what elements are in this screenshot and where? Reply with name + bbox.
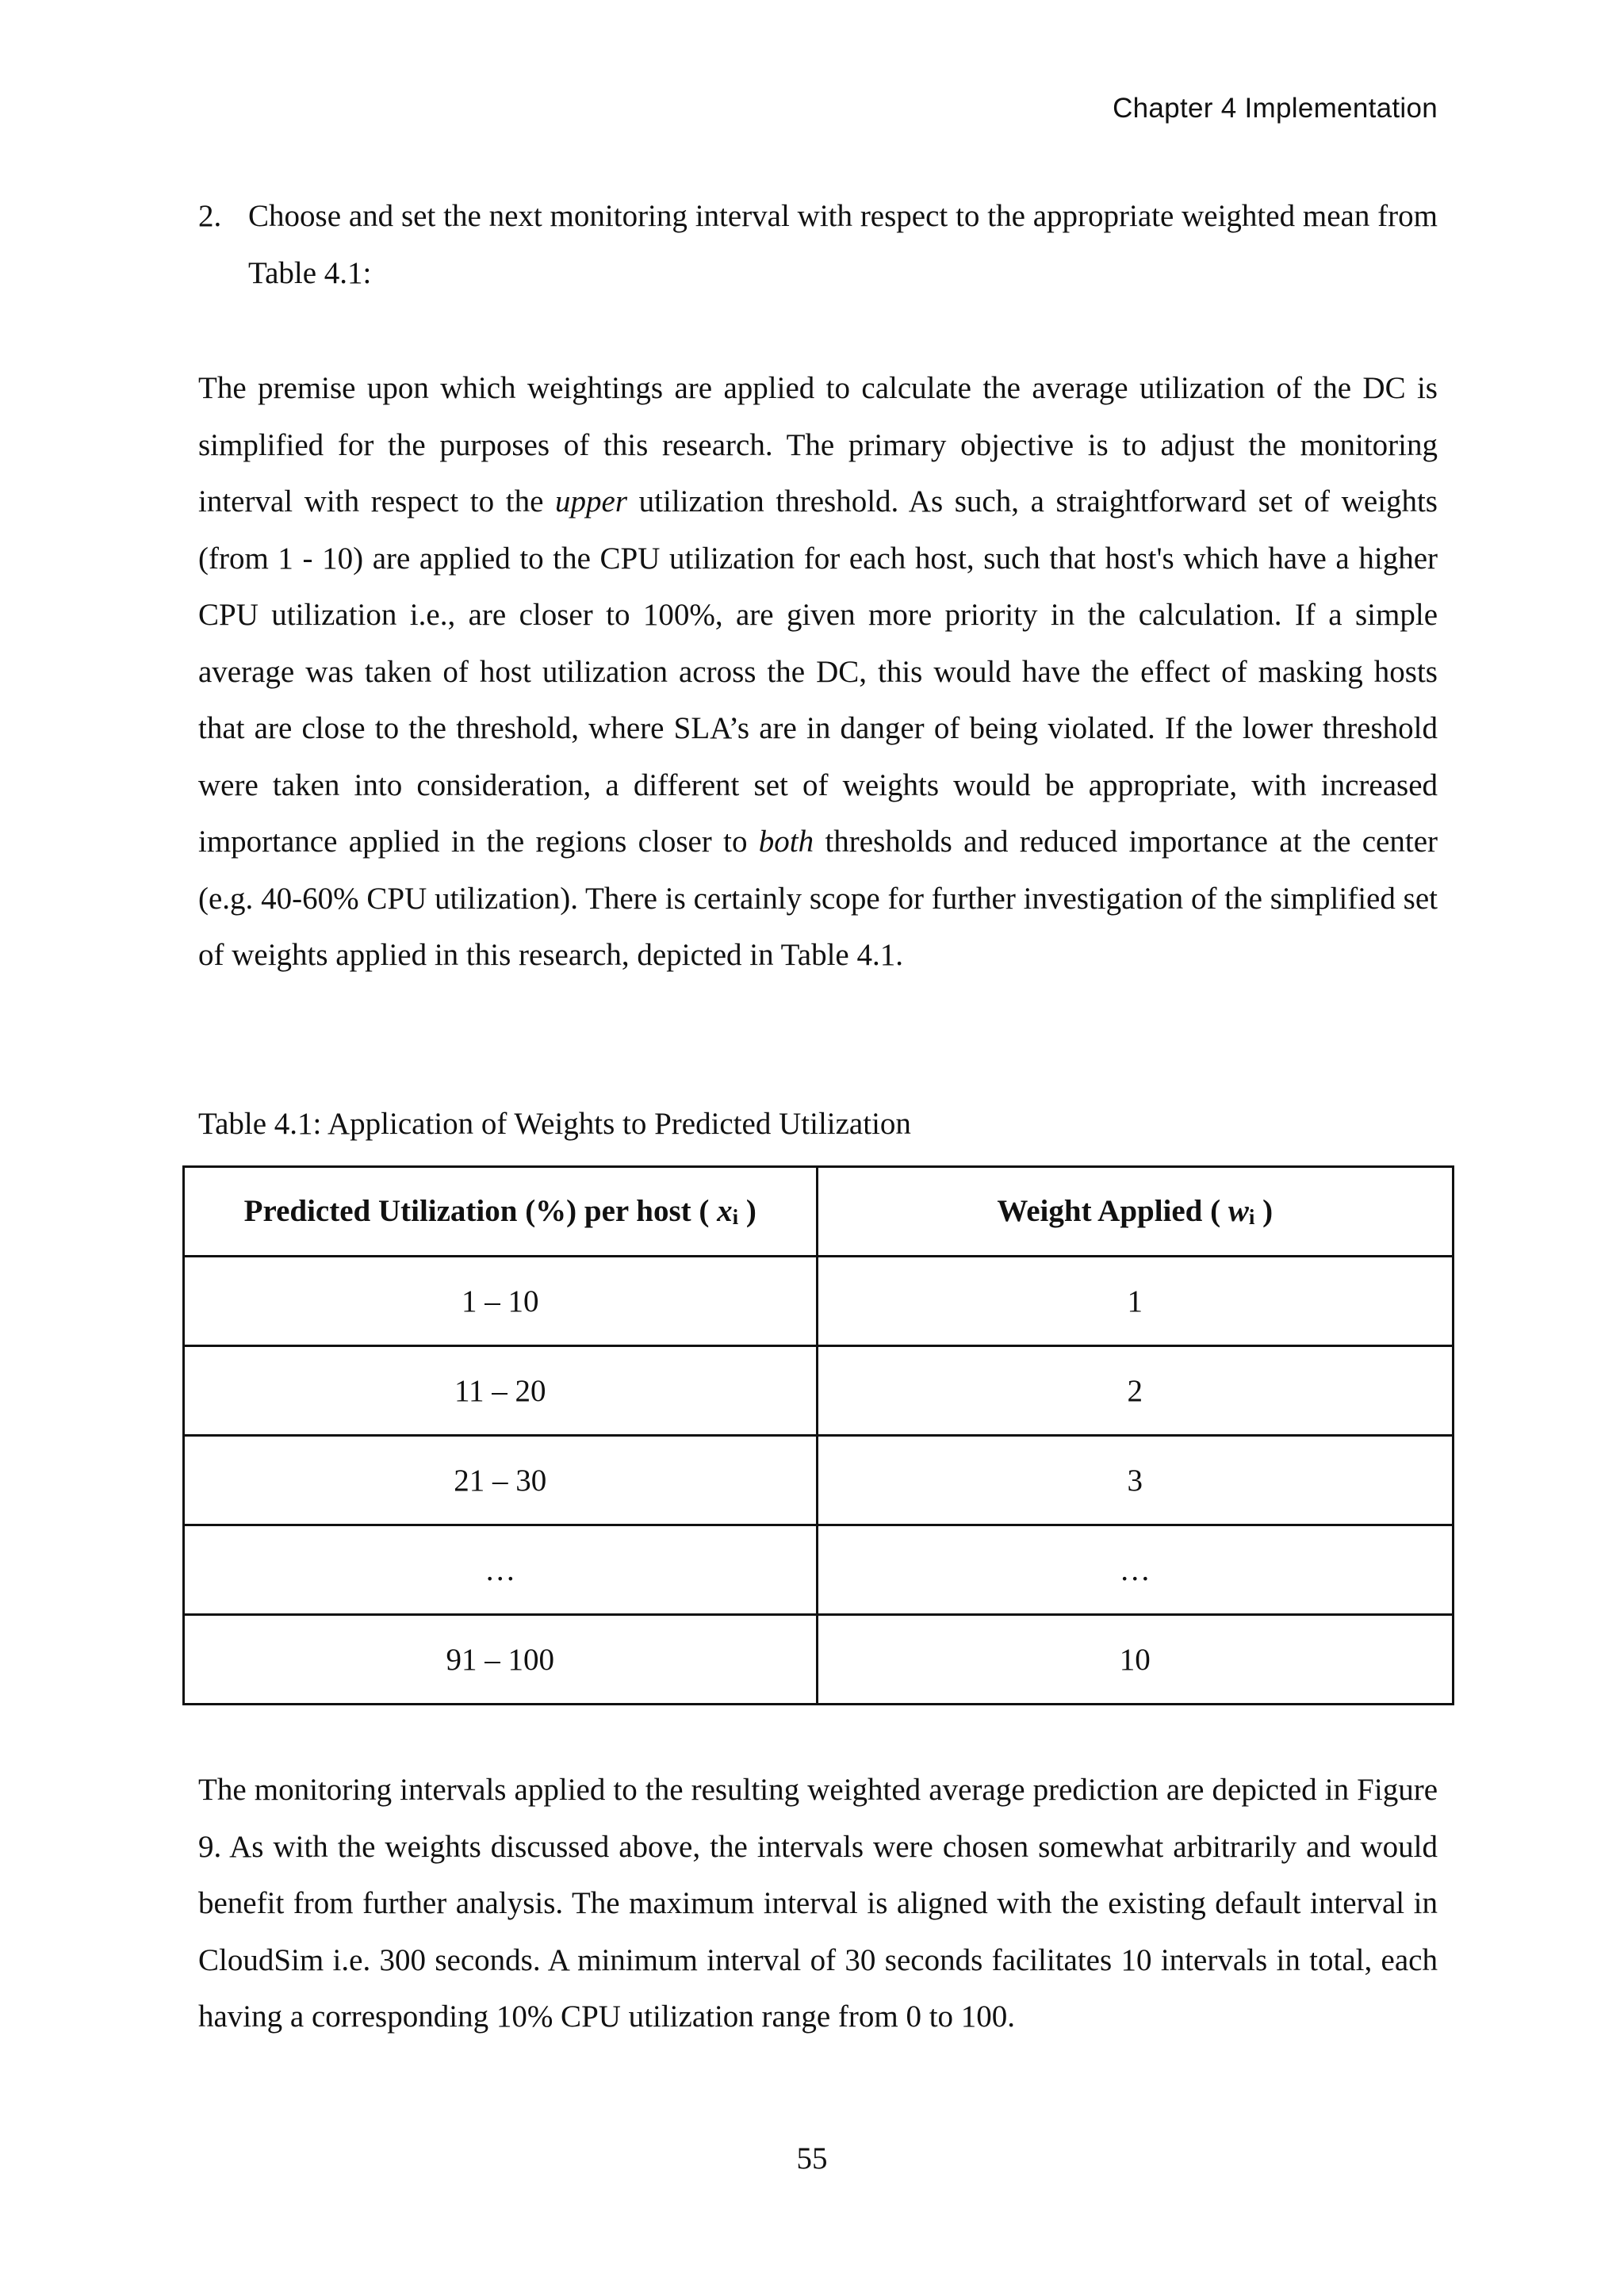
numbered-list-item — [198, 188, 1438, 301]
page-number: 55 — [796, 2141, 828, 2175]
table-header-row — [184, 1167, 1454, 1257]
list-item-text: Choose and set the next monitoring interval with respect to the appropriate weighted mean from Table 4.1: — [248, 199, 1438, 290]
paragraph-weightings — [198, 360, 1438, 984]
cell-utilization-range: … — [184, 1525, 818, 1615]
table-row — [184, 1257, 1454, 1346]
table-row — [184, 1525, 1454, 1615]
cell-utilization-range: 11 – 20 — [184, 1346, 818, 1436]
paragraph-text: thresholds and reduced importance at the center (e.g. 40-60% CPU utilization). There is certainly scope for further investigation of the simplified set of weights applied in this research, depicted in Table 4.1. — [198, 825, 1438, 972]
paragraph-text: utilization threshold. As such, a straightforward set of weights (from 1 - 10) are applied to the CPU utilization for each host, such that host's which have a higher CPU utilization i.e., are closer to 100%, are given more priority in the calculation. If a simple average was taken of host utilization across the DC, this would have the effect of masking hosts that are close to the threshold, where SLA’s are in danger of being violated. If the lower threshold were taken into consideration, a different set of weights would be appropriate, with increased importance applied in the regions closer to — [198, 484, 1438, 859]
column-header-weight: Weight Applied ( wi ) — [817, 1167, 1453, 1257]
cell-weight: 1 — [817, 1257, 1453, 1346]
paragraph-monitoring-intervals: The monitoring intervals applied to the resulting weighted average prediction are depicted in Figure 9. As with the weights discussed above, the intervals were chosen somewhat arbitrarily and would benefit from further analysis. The maximum interval is aligned with the existing default interval in CloudSim i.e. 300 seconds. A minimum interval of 30 seconds facilitates 10 intervals in total, each having a corresponding 10% CPU utilization range from 0 to 100. — [198, 1773, 1438, 2034]
table-row — [184, 1615, 1454, 1705]
list-item-number: 2. — [198, 199, 222, 233]
paragraph-text: The premise upon which weightings are applied to calculate the average utilization of the DC is simplified for the purposes of this research. The primary objective is to adjust the monitoring interval with respect to the — [198, 371, 1438, 519]
emphasis-upper: upper — [555, 484, 628, 519]
cell-weight: 3 — [817, 1436, 1453, 1525]
running-header: Chapter 4 Implementation — [1113, 93, 1438, 124]
cell-utilization-range: 21 – 30 — [184, 1436, 818, 1525]
cell-utilization-range: 1 – 10 — [184, 1257, 818, 1346]
cell-weight: … — [817, 1525, 1453, 1615]
cell-utilization-range: 91 – 100 — [184, 1615, 818, 1705]
table-row — [184, 1346, 1454, 1436]
weights-table — [182, 1165, 1454, 1705]
cell-weight: 2 — [817, 1346, 1453, 1436]
column-header-utilization: Predicted Utilization (%) per host ( xi ) — [184, 1167, 818, 1257]
emphasis-both: both — [758, 825, 814, 859]
table-caption: Table 4.1: Application of Weights to Predicted Utilization — [198, 1107, 911, 1141]
table-row — [184, 1436, 1454, 1525]
cell-weight: 10 — [817, 1615, 1453, 1705]
